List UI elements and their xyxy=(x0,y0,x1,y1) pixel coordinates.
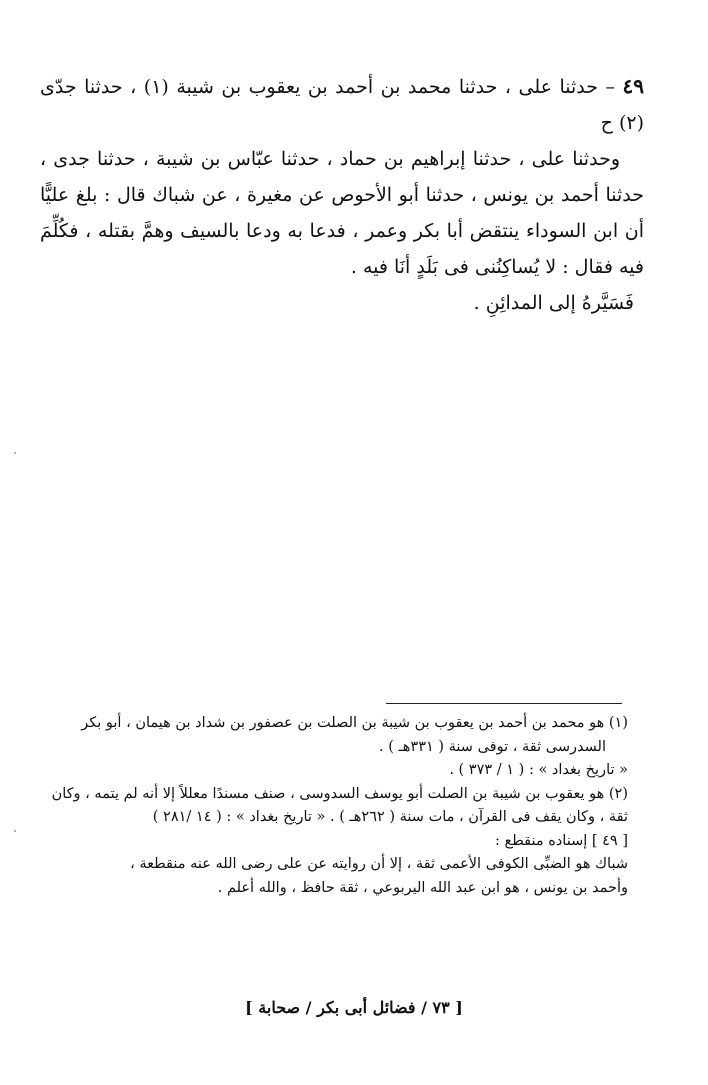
page-footer: [ ٧٣ / فضائل أبى بكر / صحابة ] xyxy=(245,998,463,1017)
isnad-heading: [ ٤٩ ] إسناده منقطع : xyxy=(495,832,628,849)
hadith-opening-paragraph xyxy=(40,68,644,141)
footnote-1-line-2: السدرسى ثقة ، توفى سنة ( ٣٣١هـ ) . xyxy=(379,738,606,755)
isnad-line-1: شباك هو الضبِّى الكوفى الأعمى ثقة ، إلا أن روايته عن على رضى الله عنه منقطعة ، xyxy=(130,856,628,872)
hadith-number: ٤٩ xyxy=(622,74,644,98)
hadith-body-paragraph: وحدثنا على ، حدثنا إبراهيم بن حماد ، حدثنا عبّاس بن شيبة ، حدثنا جدى ، حدثنا أحمد بن يونس ، حدثنا أبو الأحوص عن مغيرة ، عن شباك قال : بلغ عليًّا أن ابن السوداء ينتقض أبا بكر وعمر ، فدعا به ودعا بالسيف وهمَّ بقتله ، فكُلِّمَ فيه فقال : لا يُساكِنُنى فى بَلَدٍ أنَا فيه . xyxy=(40,148,644,278)
hadith-closing-line: فَسَيَّرهُ إلى المدائِنِ . xyxy=(473,292,634,314)
footnote-2-line-2: ثقة ، وكان يقف فى القرآن ، مات سنة ( ٢٦٢هـ ) . « تاريخ بغداد » : ( ١٤ /٢٨١ ) xyxy=(152,809,628,825)
footnote-1-line-3: « تاريخ بغداد » : ( ١ / ٣٧٣ ) . xyxy=(449,762,628,778)
scan-speck xyxy=(14,830,16,832)
footnote-2-line-1: (٢) هو يعقوب بن شيبة بن الصلت أبو يوسف السدوسى ، صنف مسندًا معللاً إلا أنه لم يتمه ، وكان xyxy=(51,785,628,802)
footnote-1-line-1: (١) هو محمد بن أحمد بن يعقوب بن شيبة بن الصلت بن عصفور بن شداد بن هيمان ، أبو بكر xyxy=(81,715,628,731)
scan-speck xyxy=(14,452,16,454)
footnotes xyxy=(40,712,628,900)
main-text xyxy=(40,68,644,321)
footnote-divider xyxy=(386,703,622,704)
hadith-opening-text: – حدثنا على ، حدثنا محمد بن أحمد بن يعقوب بن شيبة (١) ، حدثنا جدّى (٢) ح xyxy=(40,76,644,134)
isnad-line-2: وأحمد بن يونس ، هو ابن عبد الله اليربوعي ، ثقة حافظ ، والله أعلم . xyxy=(217,879,628,896)
